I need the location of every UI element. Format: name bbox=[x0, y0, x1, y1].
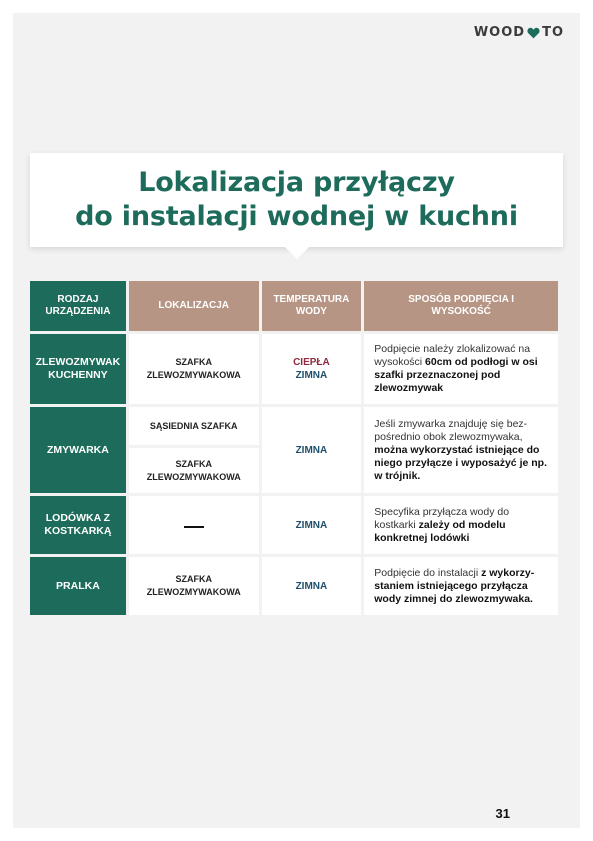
method-text-bold: zależy od modelu konkretnej lodówki bbox=[374, 518, 506, 544]
page-number: 31 bbox=[495, 806, 510, 821]
page-title-line-1: Lokalizacja przyłączy bbox=[138, 167, 455, 198]
logo-text-to: TO bbox=[542, 25, 564, 40]
temp-cold: ZIMNA bbox=[295, 519, 328, 531]
table-row bbox=[30, 407, 558, 493]
location-option: SĄSIEDNIA SZAFKA bbox=[129, 407, 259, 445]
header-temperature: TEMPERATURA WODY bbox=[262, 281, 362, 331]
method-text-bold: można wykorzystać istniejące do niego przyłącze i wyposażyć je np. w trójnik. bbox=[374, 443, 547, 482]
header-device: RODZAJ URZĄDZENIA bbox=[30, 281, 126, 331]
location-option: SZAFKA ZLEWOZMYWAKOWA bbox=[129, 448, 259, 493]
temp-hot: CIEPŁA bbox=[293, 357, 330, 368]
callout-pointer bbox=[285, 247, 309, 259]
brand-logo[interactable] bbox=[474, 25, 564, 40]
method-text-bold: z wykorzy-staniem istniejącego przyłącza wody zimnej do zlewozmywaka. bbox=[374, 566, 535, 605]
table-row bbox=[30, 557, 558, 615]
heart-icon bbox=[527, 27, 540, 39]
method-text: Podpięcie należy zlokalizować na wysokości bbox=[374, 343, 531, 368]
page-title-line-2: do instalacji wodnej w kuchni bbox=[75, 201, 518, 232]
device-cell: PRALKA bbox=[30, 557, 126, 615]
temp-cold: ZIMNA bbox=[295, 444, 328, 456]
method-cell bbox=[364, 407, 558, 493]
logo-text-wood: WOOD bbox=[473, 25, 526, 40]
page bbox=[13, 13, 580, 828]
method-cell bbox=[364, 334, 558, 404]
method-text: Podpięcie do instalacji bbox=[374, 566, 482, 579]
location-cell: SZAFKA ZLEWOZMYWAKOWA bbox=[129, 334, 259, 404]
method-text: Jeśli zmywarka znajduję się bez-pośrednio obok zlewozmywaka, bbox=[374, 417, 528, 443]
method-text: Specyfika przyłącza wody do kostkarki bbox=[374, 505, 510, 531]
device-cell: LODÓWKA Z KOSTKARKĄ bbox=[30, 496, 126, 554]
location-cell bbox=[129, 496, 259, 554]
temp-cold: ZIMNA bbox=[295, 370, 328, 381]
temperature-cell bbox=[262, 407, 362, 493]
method-cell bbox=[364, 496, 558, 554]
header-location: LOKALIZACJA bbox=[129, 281, 259, 331]
table-row bbox=[30, 496, 558, 554]
temperature-cell bbox=[262, 496, 362, 554]
temp-cold: ZIMNA bbox=[295, 580, 328, 592]
temperature-cell bbox=[262, 334, 362, 404]
location-cell bbox=[129, 407, 259, 493]
table-row bbox=[30, 334, 558, 404]
device-cell: ZMYWARKA bbox=[30, 407, 126, 493]
method-cell bbox=[364, 557, 558, 615]
method-text-bold: 60cm od podłogi w osi szafki przeznaczonej pod zlewozmywak bbox=[374, 356, 538, 394]
location-cell: SZAFKA ZLEWOZMYWAKOWA bbox=[129, 557, 259, 615]
temperature-cell bbox=[262, 557, 362, 615]
water-connections-table bbox=[27, 278, 561, 618]
title-callout bbox=[30, 153, 563, 247]
table-header-row bbox=[30, 281, 558, 331]
dash-mark bbox=[184, 526, 204, 528]
header-method: SPOSÓB PODPIĘCIA I WYSOKOŚĆ bbox=[364, 281, 558, 331]
device-cell: ZLEWOZMYWAK KUCHENNY bbox=[30, 334, 126, 404]
